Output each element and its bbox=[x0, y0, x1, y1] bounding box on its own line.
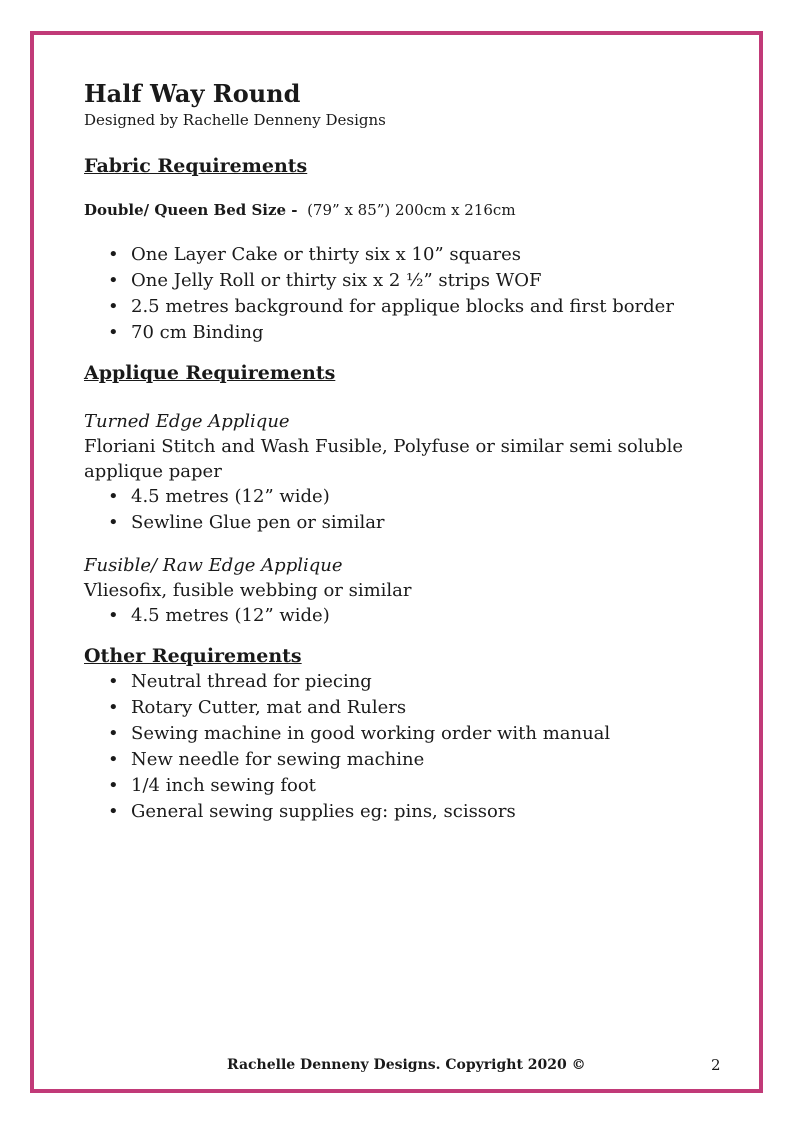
list-item: • One Jelly Roll or thirty six x 2 ½” strips WOF bbox=[108, 270, 542, 291]
list-item: • One Layer Cake or thirty six x 10” squares bbox=[108, 244, 521, 265]
list-item: • Sewline Glue pen or similar bbox=[108, 512, 385, 533]
other-heading: Other Requirements bbox=[84, 645, 302, 667]
list-item: • 1/4 inch sewing foot bbox=[108, 775, 316, 796]
turned-edge-description: Floriani Stitch and Wash Fusible, Polyfuse or similar semi soluble applique paper bbox=[84, 436, 684, 482]
bed-size-label: Double/ Queen Bed Size - bbox=[84, 201, 298, 219]
footer-copyright: Rachelle Denneny Designs. Copyright 2020 © bbox=[227, 1057, 586, 1073]
list-item: • Rotary Cutter, mat and Rulers bbox=[108, 697, 407, 718]
fusible-description: Vliesofix, fusible webbing or similar bbox=[84, 580, 412, 601]
list-item: • Sewing machine in good working order with manual bbox=[108, 723, 611, 744]
turned-edge-title: Turned Edge Applique bbox=[84, 411, 290, 432]
fabric-heading: Fabric Requirements bbox=[84, 155, 308, 177]
document-content bbox=[84, 78, 744, 825]
page-title: Half Way Round bbox=[84, 79, 301, 108]
applique-heading: Applique Requirements bbox=[84, 362, 336, 384]
fusible-list bbox=[84, 603, 744, 629]
subtitle: Designed by Rachelle Denneny Designs bbox=[84, 111, 386, 129]
other-list bbox=[84, 669, 744, 825]
list-item: • 2.5 metres background for applique blocks and first border bbox=[108, 296, 674, 317]
list-item: • New needle for sewing machine bbox=[108, 749, 425, 770]
list-item: • 70 cm Binding bbox=[108, 322, 264, 343]
turned-edge-list bbox=[84, 484, 744, 536]
fusible-title: Fusible/ Raw Edge Applique bbox=[84, 555, 343, 576]
page-number: 2 bbox=[711, 1056, 721, 1074]
fabric-list bbox=[84, 242, 744, 346]
list-item: • Neutral thread for piecing bbox=[108, 671, 372, 692]
list-item: • 4.5 metres (12” wide) bbox=[108, 486, 330, 507]
bed-size-value: (79” x 85”) 200cm x 216cm bbox=[307, 201, 516, 219]
bed-size-line bbox=[84, 200, 744, 220]
list-item: • 4.5 metres (12” wide) bbox=[108, 605, 330, 626]
list-item: • General sewing supplies eg: pins, scissors bbox=[108, 801, 516, 822]
